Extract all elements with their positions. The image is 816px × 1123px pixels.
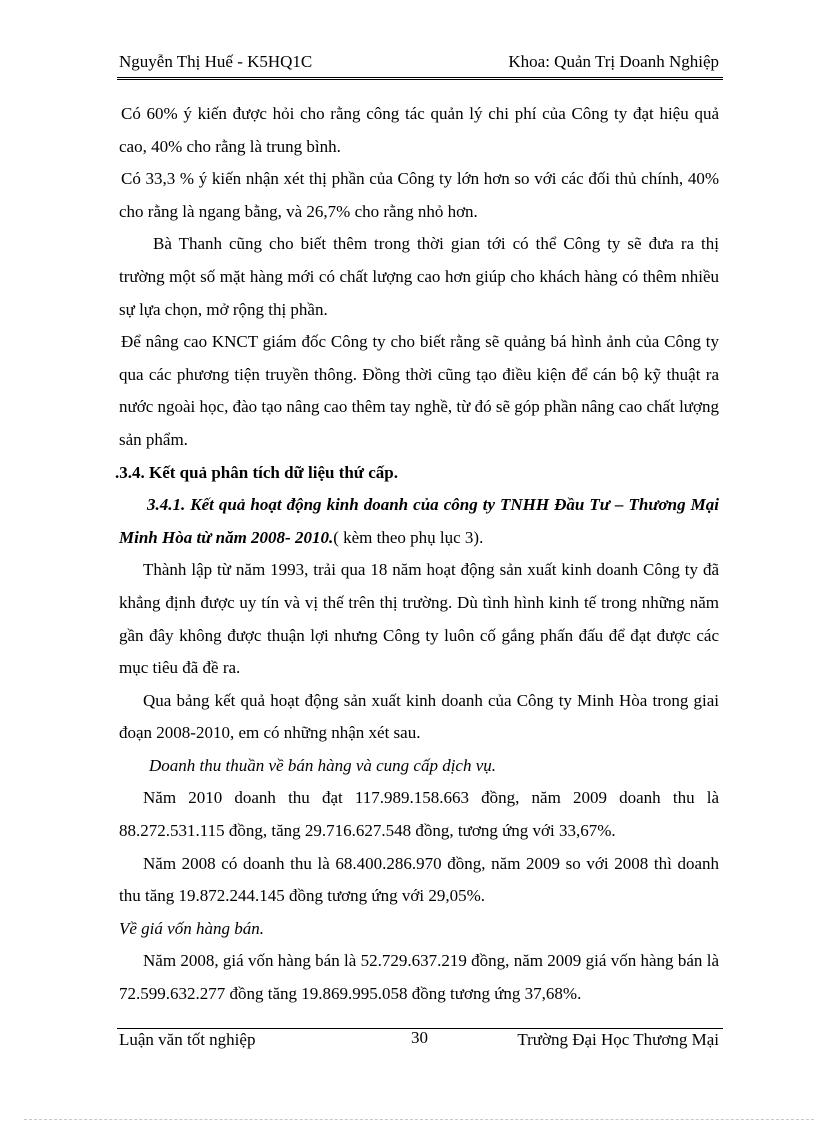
paragraph-revenue-2008: Năm 2008 có doanh thu là 68.400.286.970 đồng, năm 2009 so với 2008 thì doanh thu tăng 19.872.244.145 đồng tương ứng với 29,05%. [119, 853, 719, 906]
subsection-note: ( kèm theo phụ lục 3). [333, 527, 484, 547]
footer-university: Trường Đại Học Thương Mại [517, 1030, 719, 1049]
italic-revenue-heading: Doanh thu thuần về bán hàng và cung cấp dịch vụ. [149, 755, 497, 775]
paragraph-analysis-intro: Qua bảng kết quả hoạt động sản xuất kinh doanh của Công ty Minh Hòa trong giai đoạn 2008-2010, em có những nhận xét sau. [119, 690, 719, 743]
paragraph-company-history: Thành lập từ năm 1993, trải qua 18 năm hoạt động sản xuất kinh doanh Công ty đã khẳng định được uy tín và vị thế trên thị trường. Dù tình hình kinh tế trong những năm gần đây không được thuận lợi nhưng Công ty luôn cố gắng phấn đấu để đạt được các mục tiêu đã đề ra. [119, 560, 719, 678]
page-footer [119, 1030, 719, 1054]
page-body [115, 98, 719, 1011]
page-number: 30 [411, 1028, 428, 1047]
section-heading: .3.4. Kết quả phân tích dữ liệu thứ cấp. [115, 462, 399, 482]
page-break-line [24, 1119, 814, 1120]
footer-thesis: Luận văn tốt nghiệp [119, 1030, 256, 1049]
subsection-heading: 3.4.1. Kết quả hoạt động kinh doanh của công ty TNHH Đầu Tư – Thương Mại Minh Hòa từ năm 2008- 2010. [119, 495, 719, 547]
subsection-heading-block [119, 489, 719, 554]
header-rule [117, 77, 723, 80]
italic-cogs-heading: Về giá vốn hàng bán. [119, 918, 264, 938]
paragraph-revenue-2010: Năm 2010 doanh thu đạt 117.989.158.663 đồng, năm 2009 doanh thu là 88.272.531.115 đồng, tăng 29.716.627.548 đồng, tương ứng với 33,67%. [119, 788, 719, 841]
paragraph-new-products: Bà Thanh cũng cho biết thêm trong thời gian tới có thể Công ty sẽ đưa ra thị trường một số mặt hàng mới có chất lượng cao hơn giúp cho khách hàng có thêm nhiều sự lựa chọn, mở rộng thị phần. [119, 234, 719, 319]
header-faculty: Khoa: Quản Trị Doanh Nghiệp [508, 52, 719, 71]
paragraph-cost-management: Có 60% ý kiến được hỏi cho rằng công tác quản lý chi phí của Công ty đạt hiệu quả cao, 40% cho rằng là trung bình. [119, 104, 719, 156]
header-author: Nguyễn Thị Huế - K5HQ1C [119, 52, 313, 71]
paragraph-cogs: Năm 2008, giá vốn hàng bán là 52.729.637.219 đồng, năm 2009 giá vốn hàng bán là 72.599.632.277 đồng tăng 19.869.995.058 đồng tương ứng 37,68%. [119, 951, 719, 1004]
paragraph-competitiveness: Để nâng cao KNCT giám đốc Công ty cho biết rằng sẽ quảng bá hình ảnh của Công ty qua các phương tiện truyền thông. Đồng thời cũng tạo điều kiện để cán bộ kỹ thuật ra nước ngoài học, đào tạo nâng cao thêm tay nghề, từ đó sẽ góp phần nâng cao chất lượng sản phẩm. [119, 332, 719, 449]
paragraph-market-share: Có 33,3 % ý kiến nhận xét thị phần của Công ty lớn hơn so với các đối thủ chính, 40% cho rằng là ngang bằng, và 26,7% cho rằng nhỏ hơn. [119, 169, 719, 221]
page-header [119, 52, 719, 76]
